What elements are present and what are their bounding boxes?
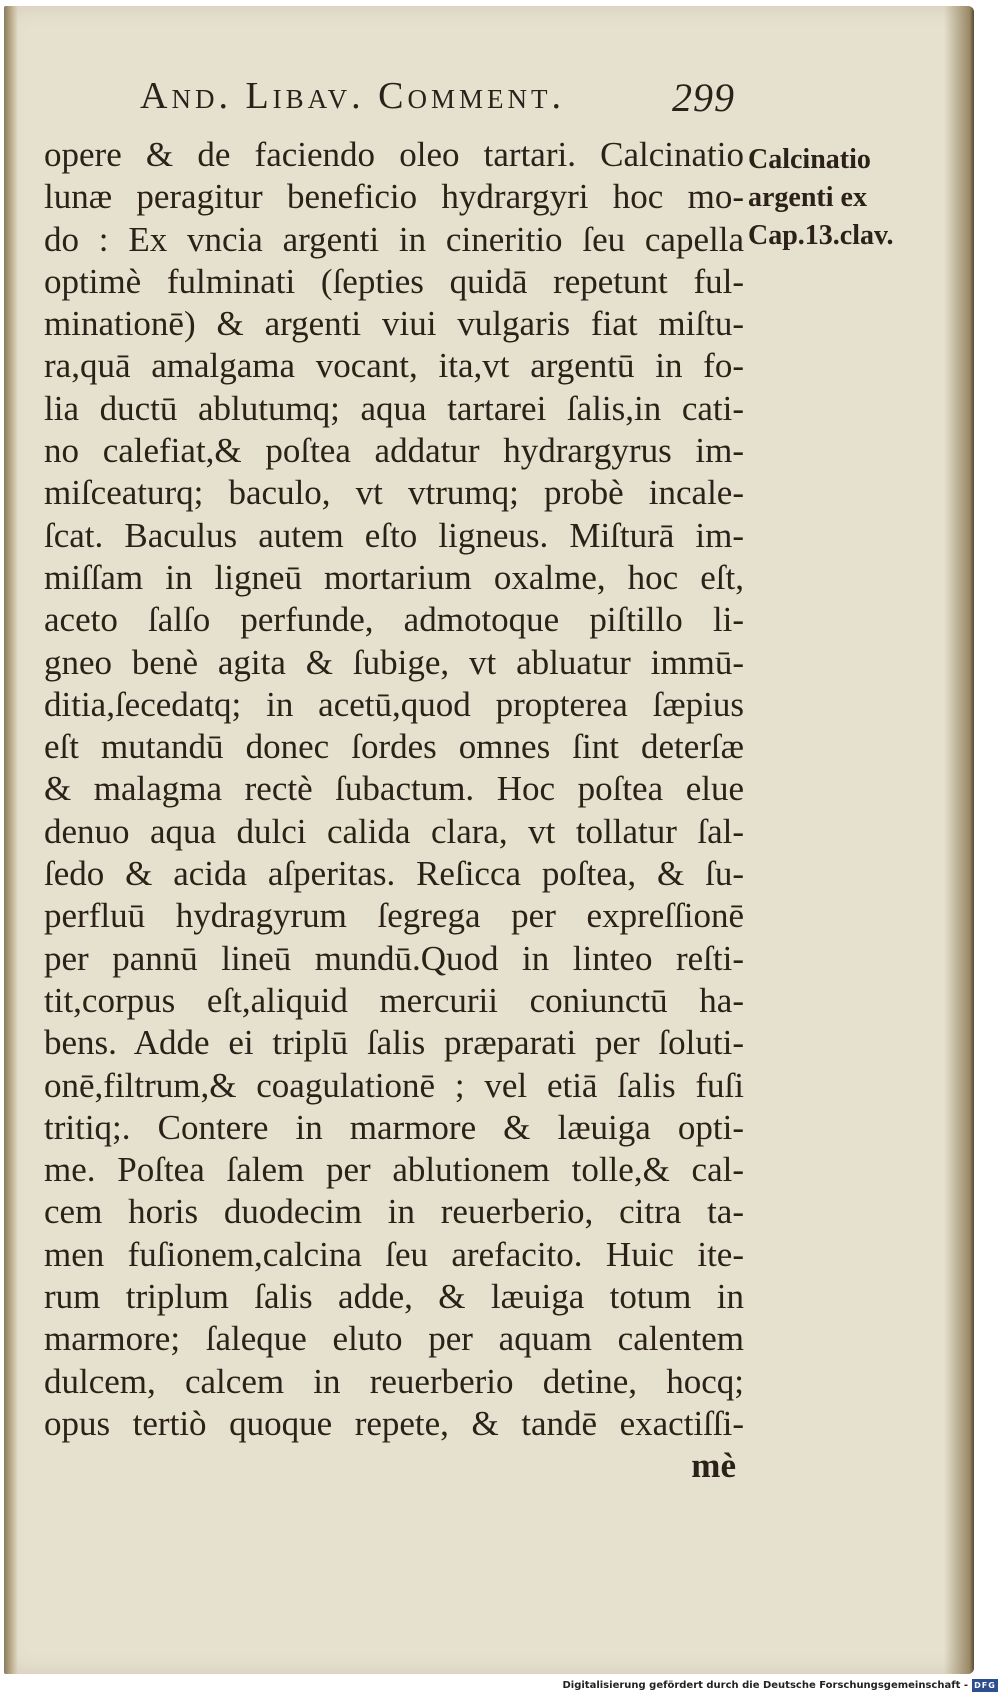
text-line: miſſam in ligneū mortarium oxalme, hoc eſt, — [44, 557, 744, 597]
page-number: 299 — [672, 75, 735, 120]
page-header — [140, 74, 740, 124]
text-line: opere & de faciendo oleo tartari. Calcinatio — [44, 135, 744, 174]
text-line: denuo aqua dulci calida clara, vt tollatur ſal- — [44, 811, 744, 851]
running-head: And. Libav. Comment. — [140, 75, 566, 117]
text-line: rum triplum ſalis adde, & læuiga totum in — [44, 1277, 744, 1317]
text-line: ſedo & acida aſperitas. Reſicca poſtea, & ſu- — [44, 854, 744, 894]
text-line: ſcat. Baculus autem eſto ligneus. Miſturā im- — [44, 515, 744, 555]
marginal-note-line: argenti ex — [748, 182, 867, 213]
text-line: & malagma rectè ſubactum. Hoc poſtea elue — [44, 769, 744, 809]
text-line: no calefiat,& poſtea addatur hydrargyrus im- — [44, 431, 744, 471]
catchword: mè — [691, 1446, 736, 1486]
marginal-note-line: Cap.13.clav. — [748, 220, 894, 251]
text-line: aceto ſalſo perfunde, admotoque piſtillo li- — [44, 600, 744, 640]
text-line: men fuſionem,calcina ſeu arefacito. Huic ite- — [44, 1234, 744, 1274]
book-page — [4, 6, 974, 1674]
text-line: lia ductū ablutumq; aqua tartarei ſalis,in cati- — [44, 388, 744, 428]
text-line: eſt mutandū donec ſordes omnes ſint deterſæ — [44, 727, 744, 767]
text-line: gneo benè agita & ſubige, vt abluatur immū- — [44, 642, 744, 682]
body-text — [44, 134, 744, 1488]
text-line: bens. Adde ei triplū ſalis præparati per ſoluti- — [44, 1023, 744, 1063]
text-line: perfluū hydragyrum ſegrega per expreſſionē — [44, 896, 744, 936]
funding-credit: Digitalisierung gefördert durch die Deutsche Forschungsgemeinschaft - — [562, 1680, 968, 1691]
digitization-footer — [562, 1678, 1000, 1695]
text-line: lunæ peragitur beneficio hydrargyri hoc mo- — [44, 177, 744, 217]
text-line: me. Poſtea ſalem per ablutionem tolle,& cal- — [44, 1150, 744, 1190]
text-line: dulcem, calcem in reuerberio detine, hocq; — [44, 1361, 744, 1401]
text-line: onē,filtrum,& coagulationē ; vel etiā ſalis fuſi — [44, 1065, 744, 1105]
text-line: do : Ex vncia argenti in cineritio ſeu capella — [44, 219, 744, 259]
text-line: minationē) & argenti viui vulgaris fiat miſtu- — [44, 304, 744, 344]
dfg-logo: DFG — [972, 1679, 998, 1692]
text-line: miſceaturq; baculo, vt vtrumq; probè incale- — [44, 473, 744, 513]
text-line: ditia,ſecedatq; in acetū,quod propterea ſæpius — [44, 684, 744, 724]
text-line: marmore; ſaleque eluto per aquam calentem — [44, 1319, 744, 1359]
text-line: ra,quā amalgama vocant, ita,vt argentū in fo- — [44, 346, 744, 386]
page-edge-shadow — [944, 6, 974, 1674]
text-line: tit,corpus eſt,aliquid mercurii coniunctū ha- — [44, 980, 744, 1020]
page-gutter — [4, 6, 18, 1674]
marginal-note-line: Calcinatio — [748, 144, 871, 175]
marginal-note — [748, 141, 928, 255]
text-line: per pannū lineū mundū.Quod in linteo reſti- — [44, 938, 744, 978]
text-line: tritiq;. Contere in marmore & læuiga opti- — [44, 1107, 744, 1147]
text-line: opus tertiò quoque repete, & tandē exactiſſi- — [44, 1403, 744, 1443]
text-line: optimè fulminati (ſepties quidā repetunt ful- — [44, 261, 744, 301]
text-line: cem horis duodecim in reuerberio, citra ta- — [44, 1192, 744, 1232]
